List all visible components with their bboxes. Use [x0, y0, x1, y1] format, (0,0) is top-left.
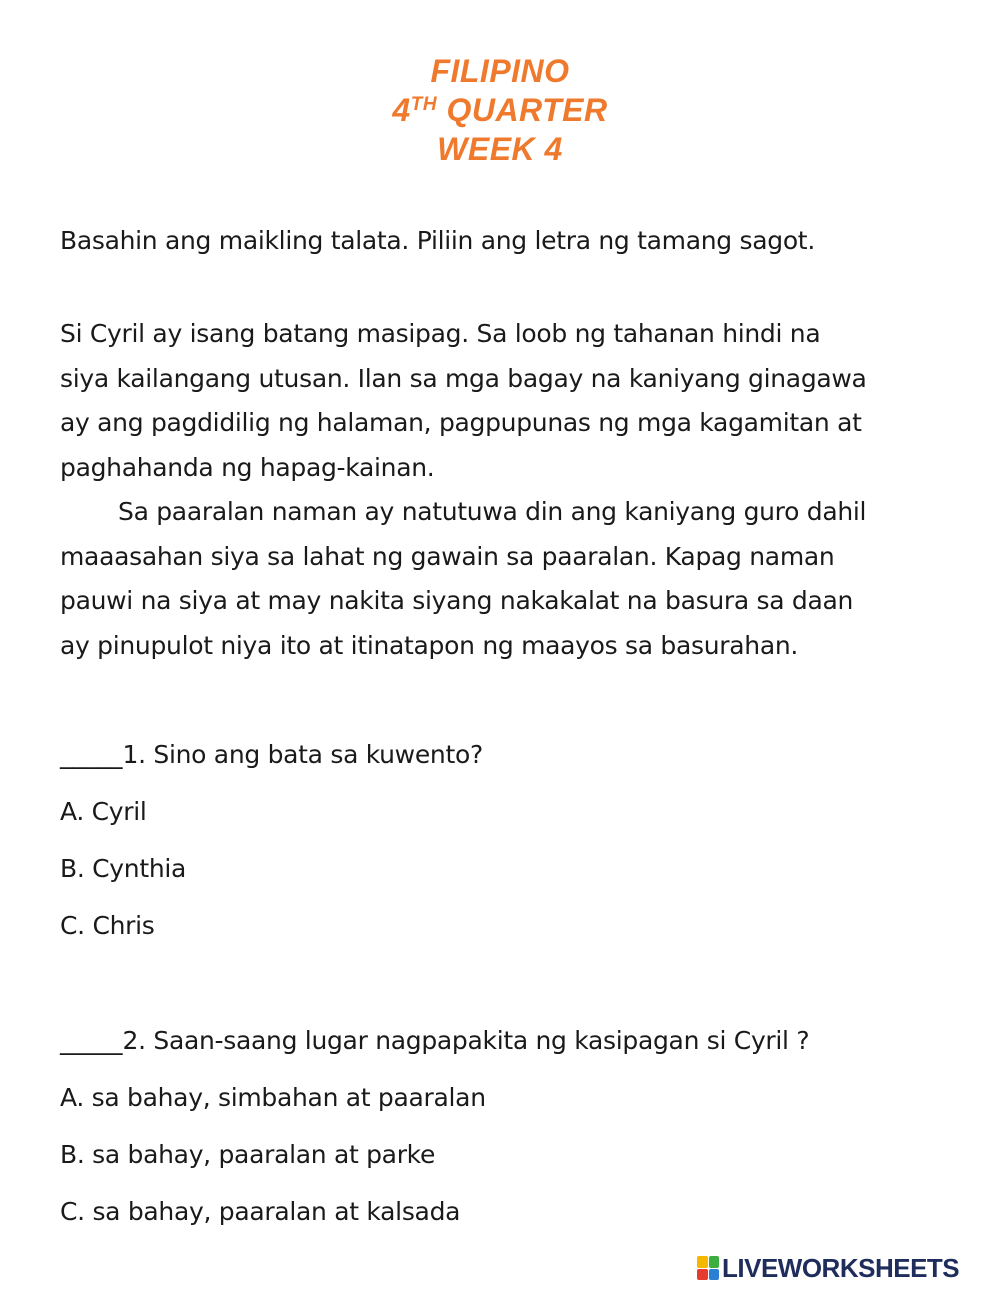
week-title: WEEK 4 — [437, 131, 563, 167]
story-line: ay ang pagdidilig ng halaman, pagpupunas ng mga kagamitan at — [60, 408, 862, 437]
story-line: ay pinupulot niya ito at itinatapon ng maayos sa basurahan. — [60, 630, 799, 660]
quarter-title — [0, 91, 1000, 130]
story-line: siya kailangang utusan. Ilan sa mga bagay na kaniyang ginagawa — [60, 363, 867, 393]
question-2-text: 2. Saan-saang lugar nagpapakita ng kasipagan si Cyril ? — [122, 1026, 810, 1055]
q2-option-a: A. sa bahay, simbahan at paaralan — [60, 1083, 486, 1112]
subject-title: FILIPINO — [430, 53, 570, 89]
logo-tile — [697, 1269, 708, 1281]
question-1 — [60, 740, 483, 770]
question-1-text: 1. Sino ang bata sa kuwento? — [122, 740, 483, 769]
logo-text: LIVEWORKSHEETS — [722, 1252, 960, 1283]
liveworksheets-logo — [697, 1253, 959, 1283]
quarter-suffix: TH — [410, 94, 438, 115]
story-line: paghahanda ng hapag-kainan. — [60, 452, 435, 482]
liveworksheets-icon — [697, 1256, 719, 1280]
story-paragraph — [60, 312, 867, 668]
q2-option-b: B. sa bahay, paaralan at parke — [60, 1140, 436, 1169]
q1-option-c: C. Chris — [60, 911, 155, 940]
q1-option-b: B. Cynthia — [60, 854, 187, 883]
instructions: Basahin ang maikling talata. Piliin ang letra ng tamang sagot. — [60, 226, 815, 255]
quarter-number: 4 — [392, 92, 411, 128]
story-line: Si Cyril ay isang batang masipag. Sa loob ng tahanan hindi na — [60, 319, 821, 348]
logo-tile — [697, 1256, 708, 1268]
q1-option-a: A. Cyril — [60, 797, 147, 826]
quarter-word: QUARTER — [446, 92, 608, 128]
logo-tile — [709, 1269, 720, 1281]
story-line: Sa paaralan naman ay natutuwa din ang kaniyang guro dahil — [118, 497, 867, 526]
story-line: pauwi na siya at may nakita siyang nakakalat na basura sa daan — [60, 586, 854, 615]
worksheet-header — [0, 52, 1000, 169]
logo-tile — [709, 1256, 720, 1268]
story-line: maaasahan siya sa lahat ng gawain sa paaralan. Kapag naman — [60, 541, 835, 571]
question-2 — [60, 1026, 809, 1056]
answer-blank-1[interactable]: _____ — [60, 740, 123, 769]
q2-option-c: C. sa bahay, paaralan at kalsada — [60, 1197, 461, 1226]
answer-blank-2[interactable]: _____ — [60, 1026, 123, 1055]
